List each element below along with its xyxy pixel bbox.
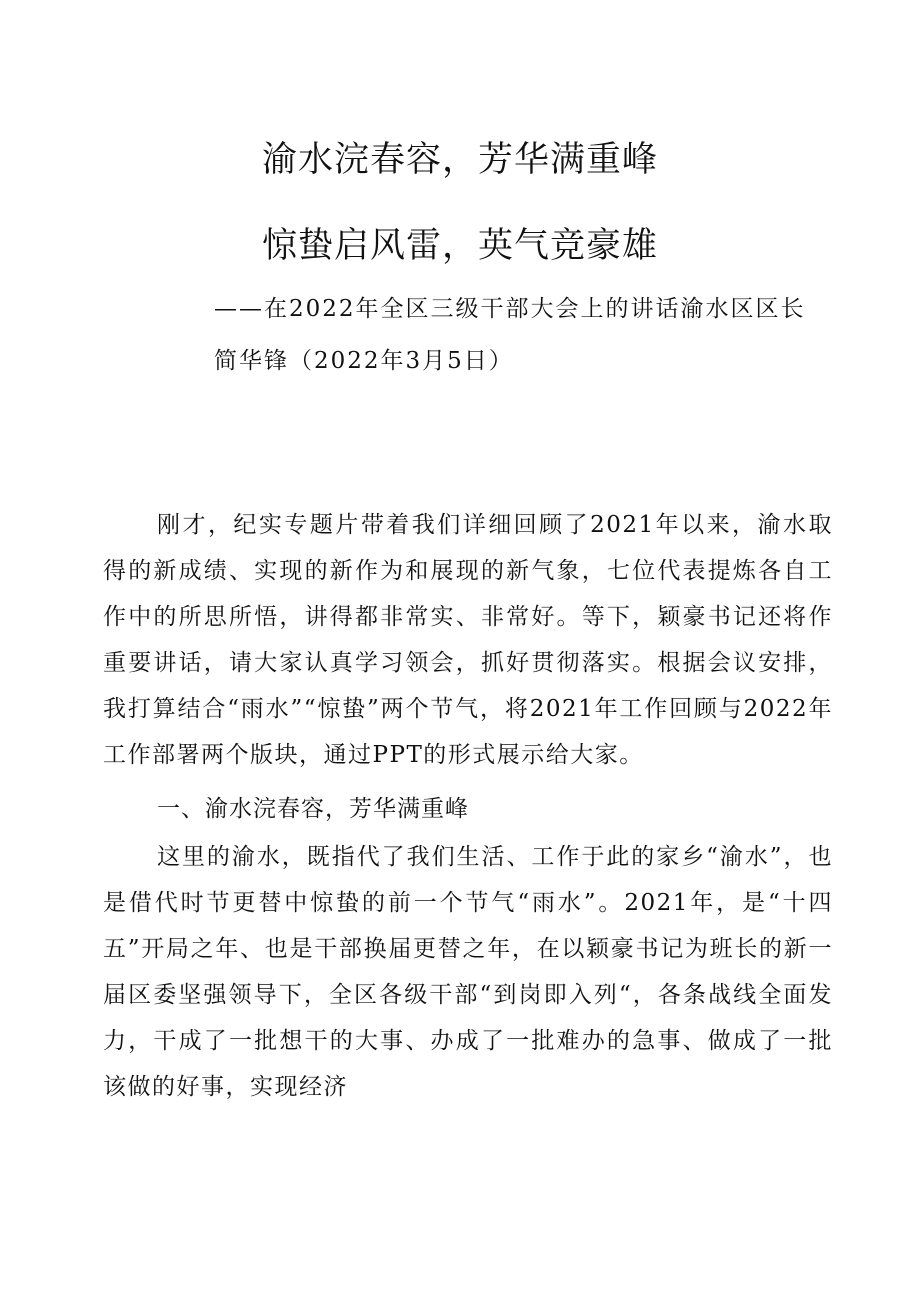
document-subtitle-line-1: ——在2022年全区三级干部大会上的讲话渝水区区长 (214, 296, 806, 322)
document-title-line-1: 渝水浣春容，芳华满重峰 (261, 140, 658, 180)
document-title-line-2: 惊蛰启风雷，英气竞豪雄 (261, 226, 658, 266)
document-subtitle-line-2: 简华锋（2022年3月5日） (214, 348, 514, 374)
body-paragraph-1: 刚才，纪实专题片带着我们详细回顾了2021年以来，渝水取得的新成绩、实现的新作为和展现的新气象，七位代表提炼各自工作中的所思所悟，讲得都非常实、非常好。等下，颖豪书记还将作重要讲话，请大家认真学习领会，抓好贯彻落实。根据会议安排，我打算结合“雨水”“惊蛰”两个节气，将2021年工作回顾与2022年工作部署两个版块，通过PPT的形式展示给大家。 (103, 512, 833, 768)
body-paragraph-2: 这里的渝水，既指代了我们生活、工作于此的家乡“渝水”，也是借代时节更替中惊蛰的前一个节气“雨水”。2021年，是“十四五”开局之年、也是干部换届更替之年，在以颖豪书记为班长的新一届区委坚强领导下，全区各级干部“到岗即入列“，各条战线全面发力，干成了一批想干的大事、办成了一批难办的急事、做成了一批该做的好事，实现经济 (103, 844, 833, 1100)
section-heading-1: 一、渝水浣春容，芳华满重峰 (157, 796, 469, 822)
